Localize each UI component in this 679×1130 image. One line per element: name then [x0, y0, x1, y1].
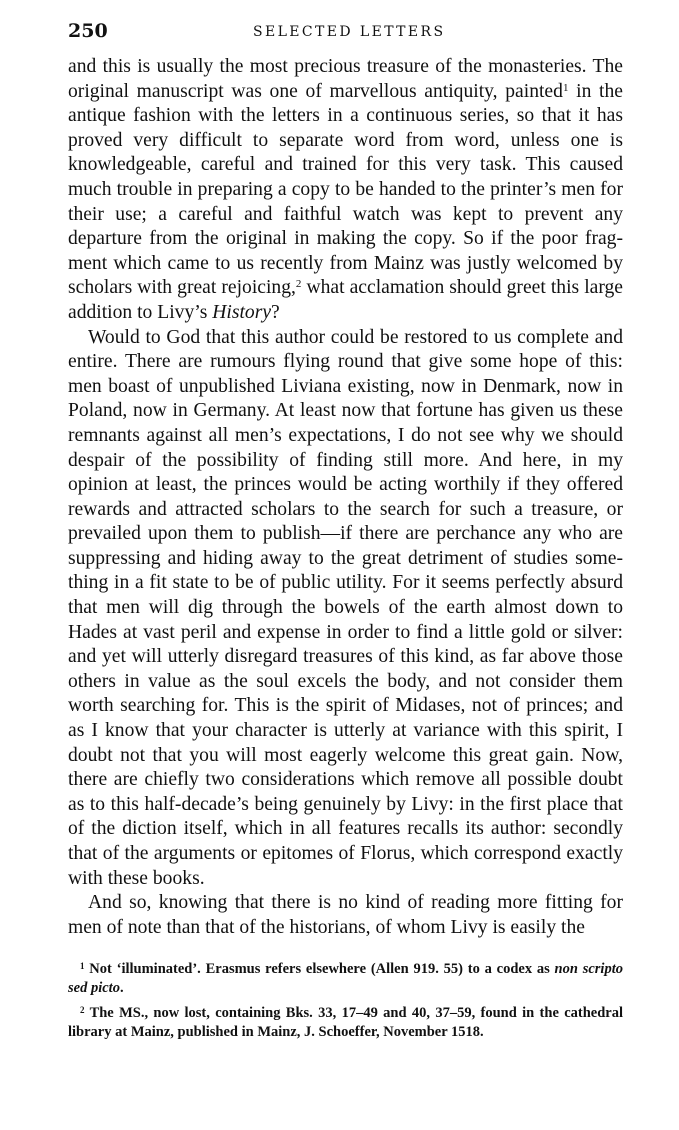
footnote-1-marker: 1	[80, 961, 85, 971]
history-title: History	[212, 301, 272, 323]
footnote-1-latin: non scripto sed picto	[68, 961, 623, 996]
footnotes	[68, 960, 623, 1048]
paragraph-3: And so, knowing that there is no kind of reading more fitting for men of note than that of the historians, of whom Livy is easily the	[68, 892, 623, 938]
paragraph-1-end: ?	[271, 301, 280, 323]
footnote-ref-1: 1	[562, 81, 569, 94]
footnote-ref-2: 2	[295, 278, 302, 291]
footnote-2-marker: 2	[80, 1005, 85, 1015]
page-header	[68, 20, 623, 44]
footnote-1-text: Not ‘illuminated’. Erasmus refers elsewhere (Allen 919. 55) to a codex as	[84, 961, 555, 977]
body-text	[68, 55, 623, 940]
page-number: 250	[68, 20, 108, 42]
paragraph-1-text-b: in the antique fashion with the letters in a continuous series, so that it has proved very difficult to separate word from word, unless one is knowledgeable, careful and trained for this very task. This caused much trouble in preparing a copy to be handed to the printer’s men for their use; a careful and faithful watch was kept to prevent any departure from the original in making the copy. So if the poor fragment which came to us recently from Mainz was justly welcomed by scholars with great rejoicing,	[68, 80, 623, 299]
footnote-2-text: The MS., now lost, containing Bks. 33, 17–49 and 40, 37–59, found in the cathedral library at Mainz, published in Mainz, J. Schoeffer, November 1518.	[68, 1005, 623, 1040]
paragraph-1-text-a: and this is usually the most precious treasure of the monasteries. The original manuscript was one of marvellous antiquity, painted	[68, 56, 623, 102]
footnote-1	[68, 960, 623, 998]
paragraph-2: Would to God that this author could be restored to us complete and entire. There are rumours flying round that give some hope of this: men boast of unpublished Liviana existing, now in Denmark, now in Poland, now in Germany. At least now that fortune has given us these remnants against all men’s expectations, I do not see why we should despair of the possibility of finding still more. And here, in my opinion at least, the princes would be acting worthily if they offered rewards and attracted scholars to the search for such a treasure, or prevailed upon them to publish—if there are perchance any who are suppressing and hiding away to the great detriment of studies something in a fit state to be of public utility. For it seems perfectly absurd that men will dig through the bowels of the earth almost down to Hades at vast peril and expense in order to find a little gold or silver: and yet will utterly disregard treasures of this kind, as far above those others in value as the soul excels the body, and not consider them worth searching for. This is the spirit of Midases, not of princes; and as I know that your character is utterly at variance with this spirit, I doubt not that you will most eagerly welcome this great gain. Now, there are chiefly two considerations which remove all possible doubt as to this half-decade’s being genuinely by Livy: in the first place that of the diction itself, which in all features recalls its author: secondly that of the arguments or epitomes of Florus, which correspond exactly with these books.	[68, 326, 623, 889]
paragraph-1-text-c: what acclamation should greet this large addition to Livy’s	[68, 277, 623, 323]
running-head: SELECTED LETTERS	[253, 24, 446, 40]
footnote-2	[68, 1004, 623, 1042]
footnote-1-end: .	[119, 980, 124, 996]
paragraph-1	[68, 55, 623, 326]
